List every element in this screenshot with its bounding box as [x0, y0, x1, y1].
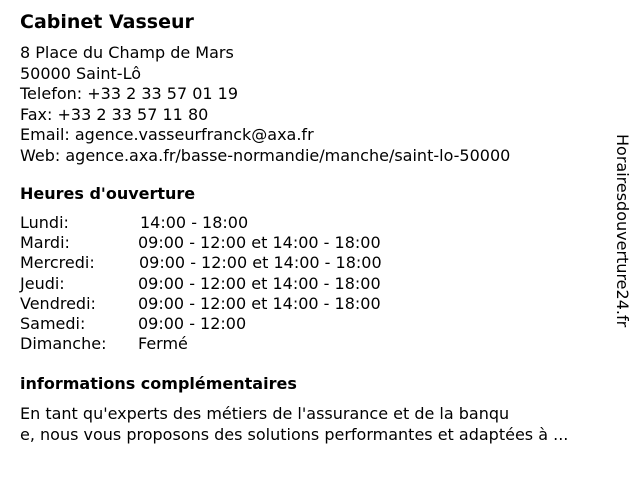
info-description	[20, 403, 620, 445]
day-label: Jeudi:	[20, 273, 65, 293]
fax-line: Fax: +33 2 33 57 11 80	[20, 104, 209, 124]
day-label: Dimanche:	[20, 334, 107, 354]
day-label: Lundi:	[20, 213, 69, 232]
web-line: Web: agence.axa.fr/basse-normandie/manche/saint-lo-50000	[20, 145, 511, 165]
business-name: Cabinet Vasseur	[20, 11, 194, 33]
description-line-2: e, nous vous proposons des solutions performantes et adaptées à ...	[20, 425, 569, 444]
time-value: 09:00 - 12:00 et 14:00 - 18:00	[138, 293, 381, 313]
day-label: Samedi:	[20, 313, 86, 333]
time-value: Fermé	[138, 334, 188, 354]
time-value: 09:00 - 12:00 et 14:00 - 18:00	[138, 273, 381, 293]
day-label: Mardi:	[20, 233, 70, 253]
day-label: Vendredi:	[20, 293, 96, 313]
time-value: 14:00 - 18:00	[140, 213, 249, 232]
hours-heading: Heures d'ouverture	[20, 184, 196, 203]
email-line: Email: agence.vasseurfranck@axa.fr	[20, 125, 314, 144]
contact-block	[20, 43, 510, 166]
address-line-1: 8 Place du Champ de Mars	[20, 43, 234, 62]
time-value: 09:00 - 12:00 et 14:00 - 18:00	[138, 233, 381, 253]
info-heading: informations complémentaires	[20, 374, 297, 393]
address-line-2: 50000 Saint-Lô	[20, 63, 141, 83]
site-watermark: Horairesdouverture24.fr	[613, 134, 632, 328]
time-value: 09:00 - 12:00	[138, 313, 247, 333]
phone-line: Telefon: +33 2 33 57 01 19	[20, 84, 239, 103]
day-label: Mercredi:	[20, 253, 95, 273]
description-line-1: En tant qu'experts des métiers de l'assurance et de la banqu	[20, 404, 510, 423]
time-value: 09:00 - 12:00 et 14:00 - 18:00	[139, 253, 382, 273]
